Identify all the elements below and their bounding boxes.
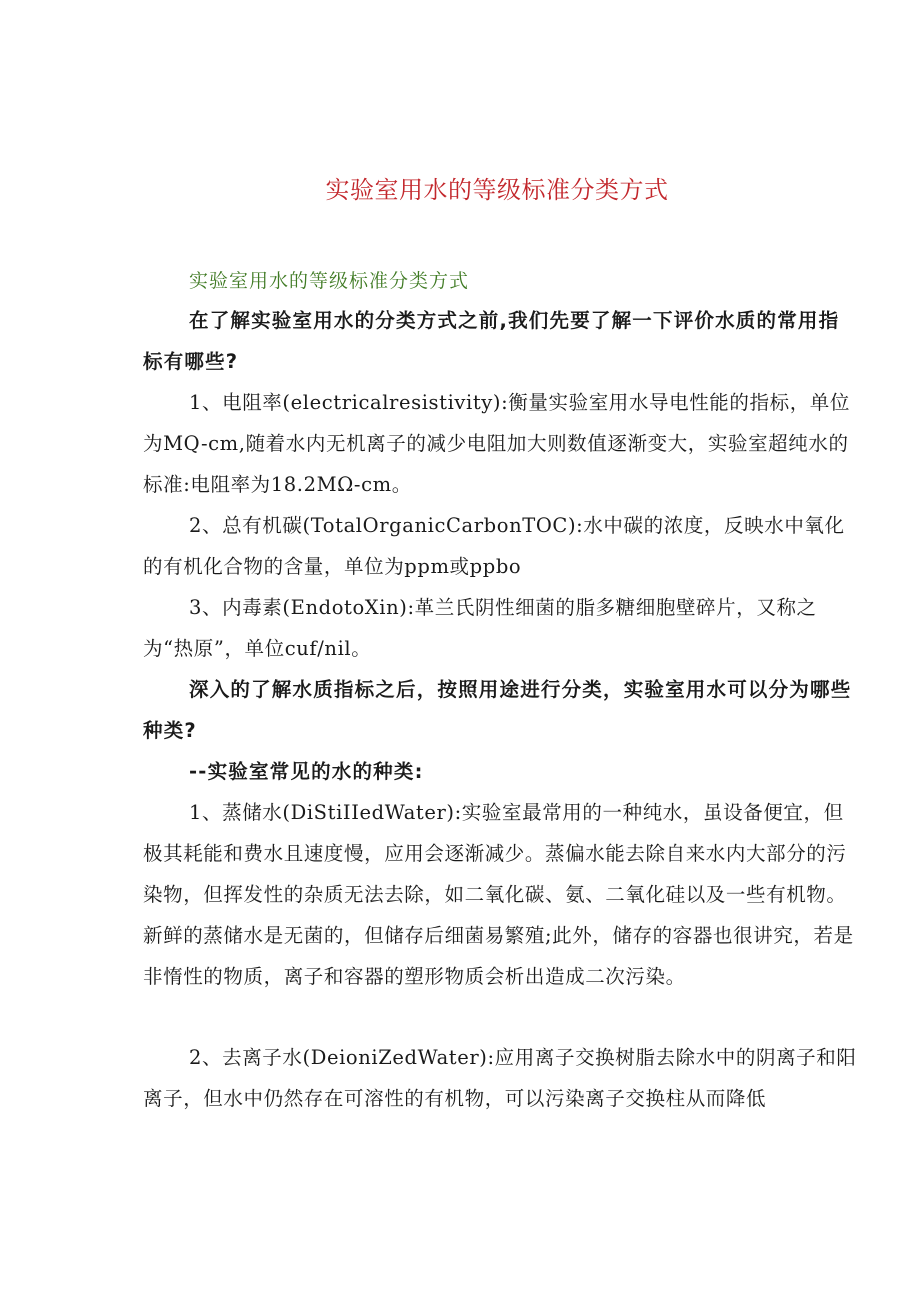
document-body [143,262,858,1119]
paragraph-deionized-water: 2、去离子水(DeioniZedWater):应用离子交换树脂去除水中的阴离子和阳离子，但水中仍然存在可溶性的有机物，可以污染离子交换柱从而降低 [143,1046,857,1110]
paragraph-distilled-water: 1、蒸储水(DiStiIIedWater):实验室最常用的一种纯水，虽设备便宜，但极其耗能和费水且速度慢，应用会逐渐减少。蒸偏水能去除自来水内大部分的污染物，但挥发性的杂质无法去除，如二氧化碳、氨、二氧化硅以及一些有机物。新鲜的蒸储水是无菌的，但储存后细菌易繁殖;此外，储存的容器也很讲究，若是非惰性的物质，离子和容器的塑形物质会析出造成二次污染。 [143,801,854,988]
document-title: 实验室用水的等级标准分类方式 [325,176,669,204]
paragraph-toc: 2、总有机碳(TotalOrganicCarbonTOC):水中碳的浓度，反映水中氧化的有机化合物的含量，单位为ppm或ppbo [143,514,845,578]
classification-question: 深入的了解水质指标之后，按照用途进行分类，实验室用水可以分为哪些种类? [143,678,852,742]
paragraph-resistivity: 1、电阻率(electricalresistivity):衡量实验室用水导电性能的指标，单位为MQ-cm,随着水内无机离子的减少电阻加大则数值逐渐变大，实验室超纯水的标准:电阻率为18.2MΩ-cm。 [143,391,850,496]
paragraph-gap [143,997,858,1037]
section-subtitle: 实验室用水的等级标准分类方式 [189,270,470,292]
paragraph-endotoxin: 3、内毒素(EndotoXin):革兰氏阴性细菌的脂多糖细胞壁碎片，又称之为“热原”，单位cuf/nil。 [143,596,817,660]
water-types-heading: --实验室常见的水的种类: [189,760,424,783]
intro-question: 在了解实验室用水的分类方式之前,我们先要了解一下评价水质的常用指标有哪些? [143,309,840,373]
